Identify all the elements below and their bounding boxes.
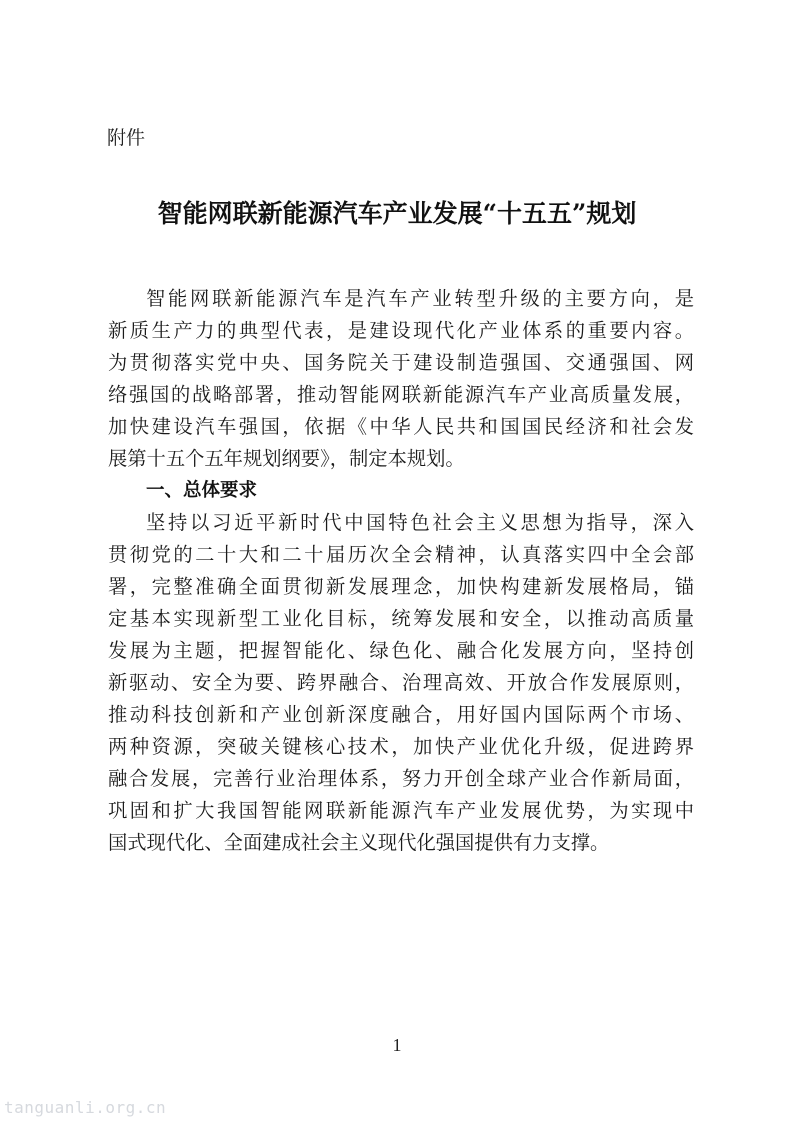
section-line: 推动科技创新和产业创新深度融合，用好国内国际两个市场、 bbox=[108, 703, 694, 726]
section-line: 定基本实现新型工业化目标，统筹发展和安全，以推动高质量 bbox=[108, 607, 694, 630]
section-line: 发展为主题，把握智能化、绿色化、融合化发展方向，坚持创 bbox=[108, 639, 694, 662]
intro-line: 为贯彻落实党中央、国务院关于建设制造强国、交通强国、网 bbox=[108, 351, 694, 374]
intro-line: 智能网联新能源汽车是汽车产业转型升级的主要方向，是 bbox=[146, 287, 694, 310]
intro-line: 络强国的战略部署，推动智能网联新能源汽车产业高质量发展， bbox=[108, 383, 694, 406]
section-line: 新驱动、安全为要、跨界融合、治理高效、开放合作发展原则， bbox=[108, 671, 694, 694]
section-line: 融合发展，完善行业治理体系，努力开创全球产业合作新局面， bbox=[108, 767, 694, 790]
section-line: 坚持以习近平新时代中国特色社会主义思想为指导，深入 bbox=[146, 511, 694, 534]
page-number: 1 bbox=[392, 1035, 402, 1055]
watermark-text: tanguanli.org.cn bbox=[4, 1098, 167, 1117]
document-body bbox=[108, 283, 694, 859]
section-line: 贯彻党的二十大和二十届历次全会精神，认真落实四中全会部 bbox=[108, 543, 694, 566]
section-line: 两种资源，突破关键核心技术，加快产业优化升级，促进跨界 bbox=[108, 735, 694, 758]
intro-line: 新质生产力的典型代表，是建设现代化产业体系的重要内容。 bbox=[108, 319, 694, 342]
section-line: 署，完整准确全面贯彻新发展理念，加快构建新发展格局，锚 bbox=[108, 575, 694, 598]
document-title: 智能网联新能源汽车产业发展“十五五”规划 bbox=[157, 199, 637, 228]
section-heading: 一、总体要求 bbox=[146, 480, 258, 501]
attachment-label: 附件 bbox=[107, 127, 146, 149]
intro-line: 展第十五个五年规划纲要》，制定本规划。 bbox=[108, 447, 465, 470]
section-line: 国式现代化、全面建成社会主义现代化强国提供有力支撑。 bbox=[108, 831, 610, 854]
intro-line: 加快建设汽车强国，依据《中华人民共和国国民经济和社会发 bbox=[108, 415, 694, 438]
section-line: 巩固和扩大我国智能网联新能源汽车产业发展优势，为实现中 bbox=[108, 799, 694, 822]
